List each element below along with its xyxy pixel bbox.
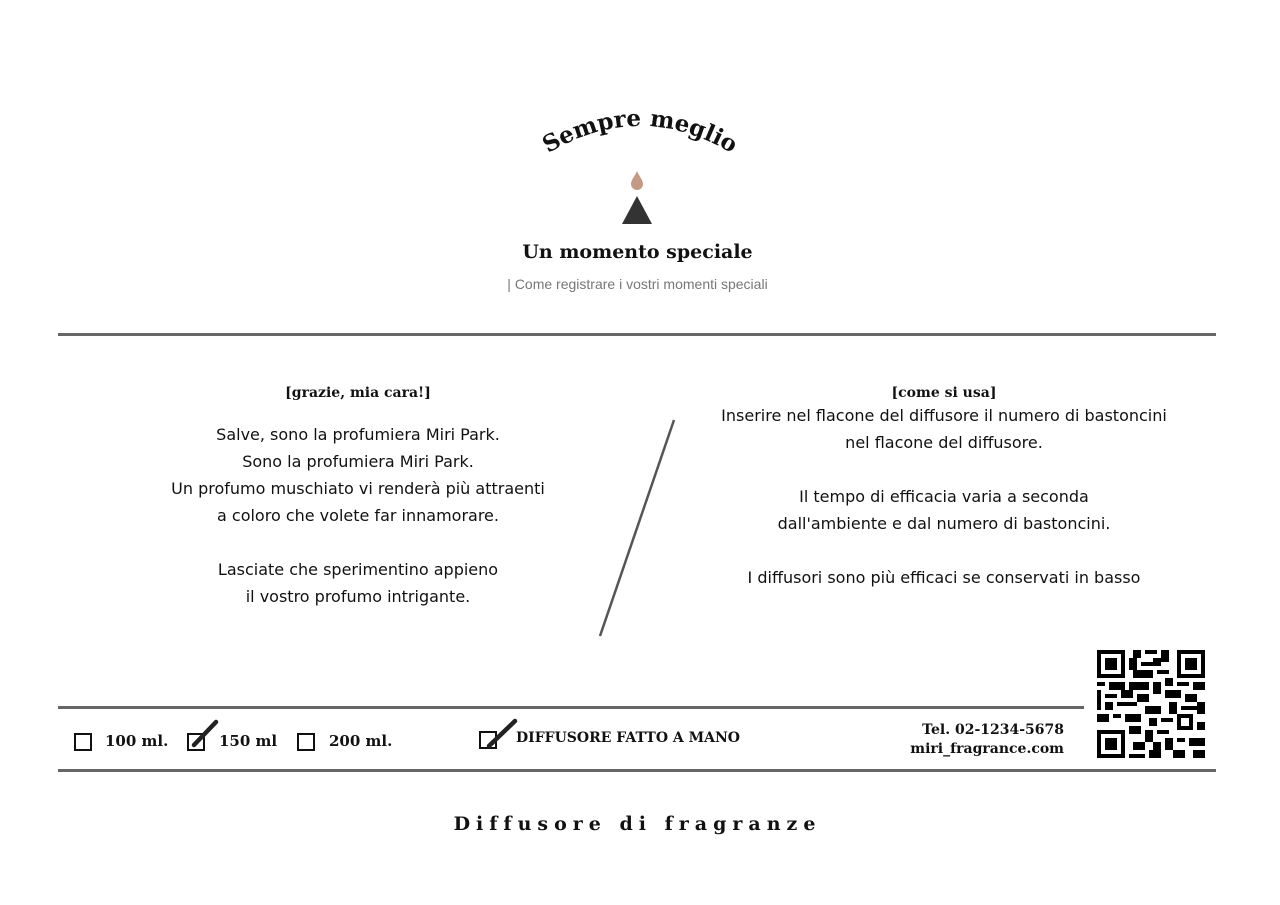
text-line: Lasciate che sperimentino appieno (217, 560, 499, 579)
triangle-icon (622, 196, 652, 224)
checkbox-100ml[interactable] (74, 733, 92, 751)
left-heading: [grazie, mia cara!] (285, 385, 431, 401)
checkbox-200ml[interactable] (297, 733, 315, 751)
svg-text:Sempre meglio (538, 105, 742, 159)
arc-title (520, 95, 760, 175)
text-line: nel flacone del diffusore. (845, 433, 1043, 452)
text-line: Il tempo di efficacia varia a seconda (799, 487, 1089, 506)
checkmark-icon (190, 719, 220, 749)
text-line: il vostro profumo intrigante. (245, 587, 471, 606)
text-line: dall'ambiente e dal numero di bastoncini. (777, 514, 1111, 533)
qr-code-icon[interactable] (1097, 650, 1205, 758)
footer-title: Diffusore di fragranze (453, 813, 822, 835)
page-title: Un momento speciale (522, 241, 753, 263)
label-100ml: 100 ml. (105, 732, 169, 750)
divider-options-bottom (58, 769, 1216, 772)
phone-number: Tel. 02-1234-5678 (922, 722, 1064, 738)
contact-block (910, 721, 1064, 759)
drop-icon (630, 171, 644, 191)
left-paragraph-1 (158, 421, 558, 529)
right-heading: [come si usa] (891, 385, 997, 401)
diagonal-divider (598, 418, 678, 638)
divider-options-top (58, 706, 1084, 709)
text-line: Sono la profumiera Miri Park. (242, 452, 474, 471)
divider-top (58, 333, 1216, 336)
right-paragraph-2 (714, 483, 1174, 537)
right-paragraph-3 (714, 564, 1174, 591)
label-handmade: DIFFUSORE FATTO A MANO (516, 730, 740, 746)
label-200ml: 200 ml. (329, 732, 393, 750)
text-line: Inserire nel flacone del diffusore il numero di bastoncini (721, 406, 1167, 425)
website: miri_fragrance.com (910, 741, 1064, 757)
left-column (158, 384, 558, 610)
text-line: Un profumo muschiato vi renderà più attraenti (171, 479, 545, 498)
checkmark-icon (485, 718, 519, 750)
text-line: I diffusori sono più efficaci se conservati in basso (747, 568, 1141, 587)
right-paragraph-1 (714, 402, 1174, 456)
arc-title-text: Sempre meglio (537, 104, 743, 159)
text-line: Salve, sono la profumiera Miri Park. (216, 425, 500, 444)
page-subtitle: | Come registrare i vostri momenti speciali (507, 276, 768, 292)
left-paragraph-2 (158, 556, 558, 610)
text-line: a coloro che volete far innamorare. (217, 506, 499, 525)
right-column (714, 384, 1174, 591)
label-150ml: 150 ml (219, 732, 278, 750)
